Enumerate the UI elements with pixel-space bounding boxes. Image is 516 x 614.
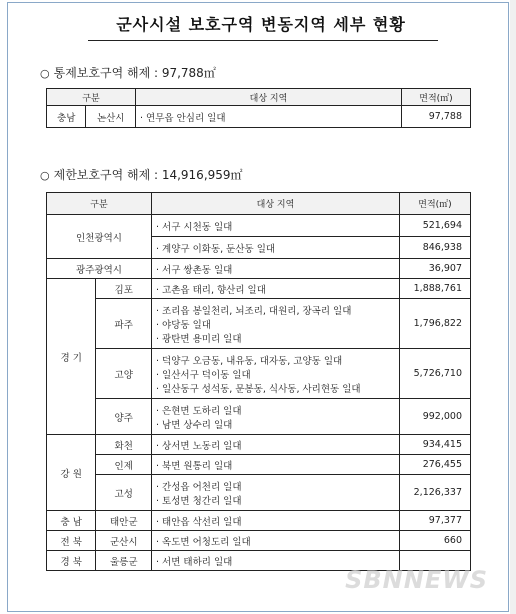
header-region: 구분 — [47, 89, 136, 106]
table-row — [47, 399, 471, 435]
section2-heading-text: 제한보호구역 해제 : 14,916,959㎡ — [53, 168, 243, 182]
size-cell: 660 — [400, 531, 471, 551]
area-line: · 일산서구 덕이동 일대 — [156, 369, 251, 381]
area-cell — [152, 349, 400, 399]
province-cell: 광주광역시 — [47, 259, 152, 279]
area-cell: · 서면 태하리 일대 — [152, 551, 400, 571]
province-cell: 전 북 — [47, 531, 96, 551]
size-cell: 276,455 — [400, 455, 471, 475]
area-cell: · 태안읍 삭선리 일대 — [152, 511, 400, 531]
size-cell: 97,377 — [400, 511, 471, 531]
city-cell: 파주 — [96, 299, 152, 349]
size-cell: 97,788 — [402, 106, 471, 128]
city-cell: 고양 — [96, 349, 152, 399]
size-cell: 846,938 — [400, 237, 471, 259]
area-line: · 조리읍 봉일천리, 뇌조리, 대원리, 장곡리 일대 — [156, 305, 352, 317]
area-line: · 광탄면 용미리 일대 — [156, 333, 242, 345]
area-cell — [152, 299, 400, 349]
table-row — [47, 531, 471, 551]
area-cell: · 옥도면 어청도리 일대 — [152, 531, 400, 551]
province-cell: 경 기 — [47, 279, 96, 435]
section1-heading-text: 통제보호구역 해제 : 97,788㎡ — [53, 66, 216, 80]
size-cell: 1,796,822 — [400, 299, 471, 349]
watermark-logo: SBNNEWS — [345, 566, 488, 594]
table-row — [47, 215, 471, 237]
size-cell: 36,907 — [400, 259, 471, 279]
area-line: · 야당동 일대 — [156, 319, 211, 331]
city-cell: 태안군 — [96, 511, 152, 531]
title-underline — [88, 40, 438, 41]
area-cell — [152, 399, 400, 435]
size-cell: 521,694 — [400, 215, 471, 237]
area-cell: · 북면 원통리 일대 — [152, 455, 400, 475]
city-cell: 인제 — [96, 455, 152, 475]
size-cell: 5,726,710 — [400, 349, 471, 399]
area-cell: · 상서면 노동리 일대 — [152, 435, 400, 455]
area-cell: · 서구 쌍촌동 일대 — [152, 259, 400, 279]
area-line: · 토성면 청간리 일대 — [156, 495, 242, 507]
circle-bullet-icon: ○ — [40, 67, 50, 80]
area-line: · 덕양구 오금동, 내유동, 대자동, 고양동 일대 — [156, 355, 343, 367]
header-size: 면적(㎡) — [402, 89, 471, 106]
table-header-row — [47, 89, 471, 106]
city-cell: 논산시 — [86, 106, 136, 128]
size-cell: 2,126,337 — [400, 475, 471, 511]
header-size: 면적(㎡) — [400, 193, 471, 215]
size-cell: 1,888,761 — [400, 279, 471, 299]
table-row — [47, 435, 471, 455]
area-cell: · 계양구 이화동, 둔산동 일대 — [152, 237, 400, 259]
area-cell: · 서구 시천동 일대 — [152, 215, 400, 237]
area-cell: · 고촌읍 태리, 향산리 일대 — [152, 279, 400, 299]
table-row — [47, 279, 471, 299]
province-cell: 충남 — [47, 106, 86, 128]
area-cell — [152, 475, 400, 511]
page-title: 군사시설 보호구역 변동지역 세부 현황 — [116, 15, 406, 34]
table-row — [47, 511, 471, 531]
section1-table — [46, 88, 471, 128]
size-cell: 934,415 — [400, 435, 471, 455]
city-cell: 울릉군 — [96, 551, 152, 571]
city-cell: 화천 — [96, 435, 152, 455]
header-region: 구분 — [47, 193, 152, 215]
area-line: · 간성읍 어천리 일대 — [156, 481, 242, 493]
table-row — [47, 349, 471, 399]
table-row — [47, 475, 471, 511]
table-row — [47, 106, 471, 128]
section2-table — [46, 192, 471, 571]
section1-heading — [40, 64, 216, 81]
city-cell: 양주 — [96, 399, 152, 435]
header-area: 대상 지역 — [152, 193, 400, 215]
province-cell: 강 원 — [47, 435, 96, 511]
area-line: · 은현면 도하리 일대 — [156, 405, 242, 417]
section2-heading — [40, 166, 243, 183]
circle-bullet-icon: ○ — [40, 169, 50, 182]
area-line: · 남면 상수리 일대 — [156, 419, 233, 431]
table-row — [47, 259, 471, 279]
city-cell: 군산시 — [96, 531, 152, 551]
table-row — [47, 299, 471, 349]
province-cell: 충 남 — [47, 511, 96, 531]
table-row — [47, 455, 471, 475]
province-cell: 경 북 — [47, 551, 96, 571]
area-cell: · 연무읍 안심리 일대 — [136, 106, 402, 128]
header-area: 대상 지역 — [136, 89, 402, 106]
size-cell: 992,000 — [400, 399, 471, 435]
vertical-scrollbar[interactable] — [510, 0, 516, 614]
table-header-row — [47, 193, 471, 215]
province-cell: 인천광역시 — [47, 215, 152, 259]
city-cell: 고성 — [96, 475, 152, 511]
city-cell: 김포 — [96, 279, 152, 299]
area-line: · 일산동구 성석동, 문봉동, 식사동, 사리현동 일대 — [156, 383, 361, 395]
